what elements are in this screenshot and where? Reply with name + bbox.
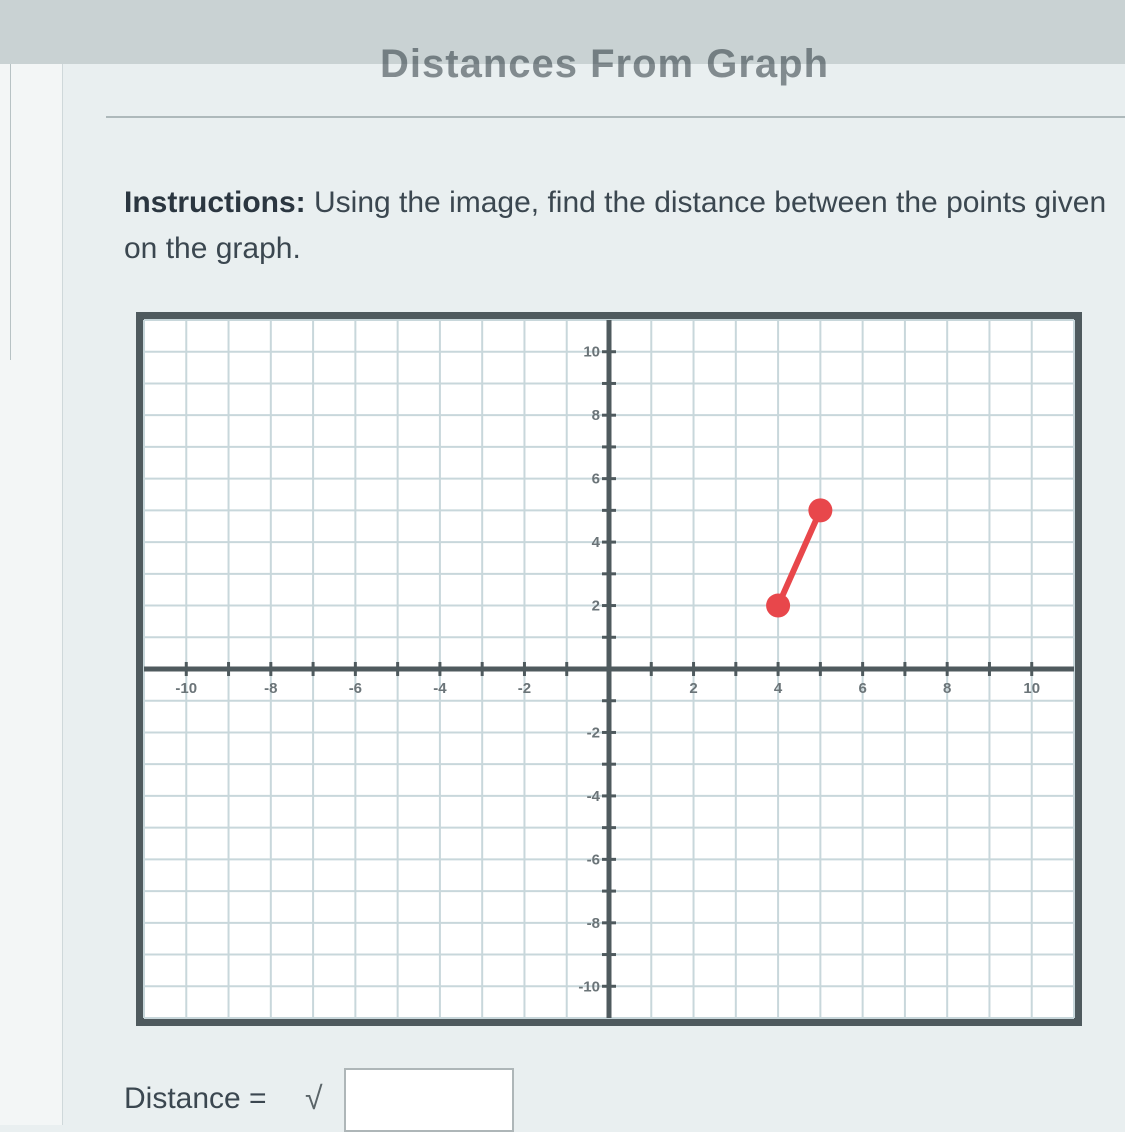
x-tick-label: -4: [433, 680, 447, 697]
instructions-label: Instructions:: [124, 186, 306, 219]
x-tick-label: 4: [773, 680, 783, 697]
y-tick-label: 2: [591, 597, 600, 615]
coordinate-graph: [136, 312, 1082, 1026]
page-title: Distances From Graph: [380, 42, 830, 86]
point-marker: [808, 498, 832, 522]
distance-answer-input[interactable]: [344, 1068, 514, 1132]
y-tick-label: -10: [578, 978, 600, 996]
x-tick-label: -10: [175, 680, 198, 697]
sqrt-icon: √: [305, 1080, 323, 1116]
y-tick-label: 8: [591, 407, 600, 425]
x-tick-label: 8: [943, 680, 952, 697]
point-marker: [766, 594, 790, 618]
left-panel-edge: [0, 64, 11, 360]
instructions-text: Using the image, find the distance between the points given on the graph.: [124, 186, 1107, 265]
title-divider: [106, 116, 1125, 118]
distance-label: Distance =: [124, 1082, 267, 1115]
instructions: [124, 180, 1109, 272]
x-tick-label: 10: [1023, 680, 1041, 697]
y-tick-label: 10: [583, 343, 600, 361]
y-tick-label: -4: [586, 787, 600, 805]
x-tick-label: -6: [348, 680, 363, 697]
x-tick-label: 2: [689, 680, 698, 697]
y-tick-label: -2: [586, 724, 600, 742]
y-tick-label: -8: [586, 914, 600, 932]
x-tick-label: -2: [517, 680, 532, 697]
y-tick-label: 4: [591, 534, 600, 552]
x-tick-label: -8: [264, 680, 278, 697]
x-tick-label: 6: [858, 680, 867, 697]
y-tick-label: 6: [591, 470, 600, 488]
y-tick-label: -6: [586, 851, 600, 869]
